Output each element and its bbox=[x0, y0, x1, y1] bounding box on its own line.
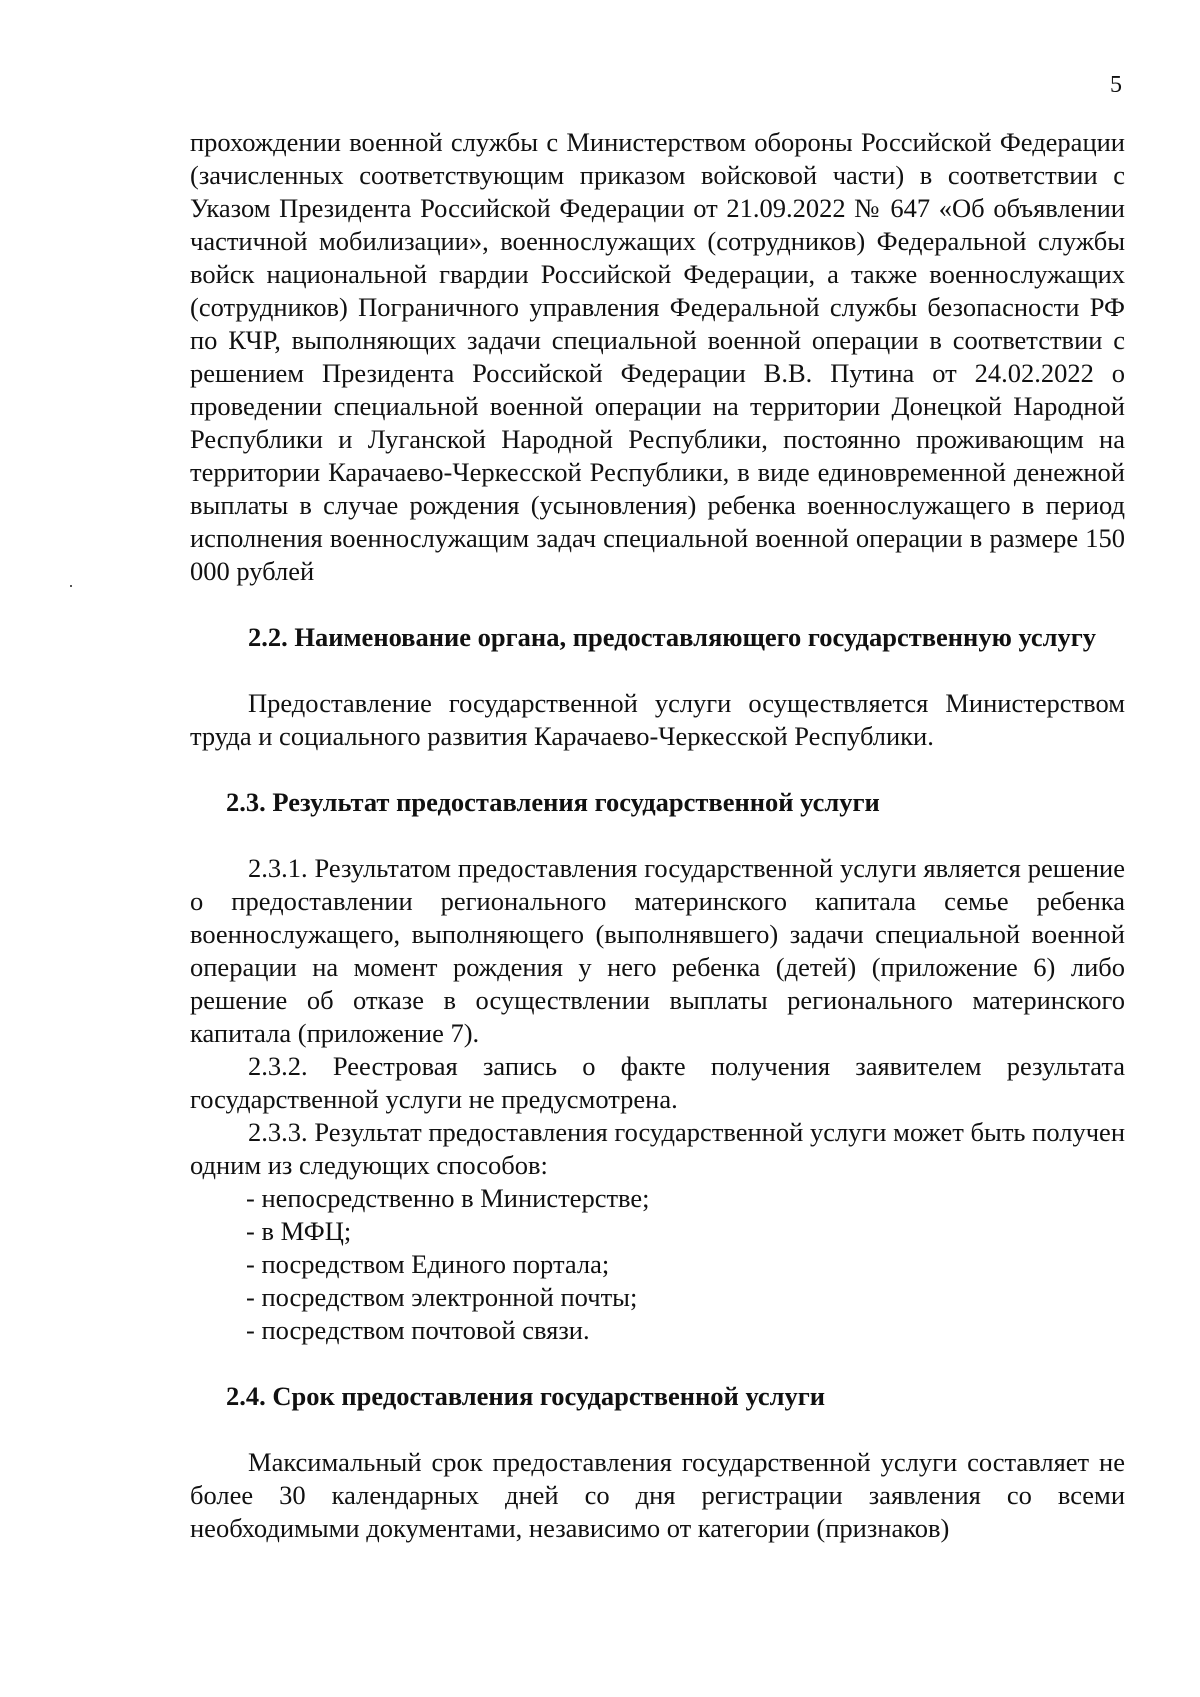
list-item: - посредством Единого портала; bbox=[246, 1249, 610, 1279]
spacer bbox=[190, 753, 1125, 786]
result-methods-list bbox=[190, 1182, 1125, 1347]
document-body bbox=[190, 126, 1125, 1545]
section-2-4-heading: 2.4. Срок предоставления государственной услуги bbox=[226, 1381, 826, 1411]
section-2-3-2-paragraph: 2.3.2. Реестровая запись о факте получения заявителем результата государственной услуги не предусмотрена. bbox=[190, 1051, 1125, 1114]
page-number: 5 bbox=[1110, 72, 1122, 98]
section-2-2-paragraph: Предоставление государственной услуги осуществляется Министерством труда и социального развития Карачаево-Черкесской Республики. bbox=[190, 688, 1125, 751]
list-item: - в МФЦ; bbox=[246, 1216, 352, 1246]
spacer bbox=[190, 654, 1125, 687]
intro-paragraph: прохождении военной службы с Министерством обороны Российской Федерации (зачисленных соответствующим приказом войсковой части) в соответствии с Указом Президента Российской Федерации от 21.09.2022 № 647 «Об объявлении частичной мобилизации», военнослужащих (сотрудников) Федеральной службы войск национальной гвардии Российской Федерации, а также военнослужащих (сотрудников) Пограничного управления Федеральной службы безопасности РФ по КЧР, выполняющих задачи специальной военной операции в соответствии с решением Президента Российской Федерации В.В. Путина от 24.02.2022 о проведении специальной военной операции на территории Донецкой Народной Республики и Луганской Народной Республики, постоянно проживающим на территории Карачаево-Черкесской Республики, в виде единовременной денежной выплаты в случае рождения (усыновления) ребенка военнослужащего в период исполнения военнослужащим задач специальной военной операции в размере 150 000 рублей bbox=[190, 127, 1125, 586]
list-item: - посредством электронной почты; bbox=[246, 1282, 638, 1312]
section-2-3-1-paragraph: 2.3.1. Результатом предоставления государственной услуги является решение о предоставлении регионального материнского капитала семье ребенка военнослужащего, выполняющего (выполнявшего) задачи специальной военной операции на момент рождения у него ребенка (детей) (приложение 6) либо решение об отказе в осуществлении выплаты регионального материнского капитала (приложение 7). bbox=[190, 853, 1125, 1048]
spacer bbox=[190, 1347, 1125, 1380]
list-item: - непосредственно в Министерстве; bbox=[246, 1183, 650, 1213]
spacer bbox=[190, 588, 1125, 621]
spacer bbox=[190, 819, 1125, 852]
section-2-4-paragraph: Максимальный срок предоставления государственной услуги составляет не более 30 календарных дней со дня регистрации заявления со всеми необходимыми документами, независимо от категории (признаков) bbox=[190, 1447, 1125, 1543]
scan-speck bbox=[70, 585, 72, 587]
list-item: - посредством почтовой связи. bbox=[246, 1315, 590, 1345]
spacer bbox=[190, 1413, 1125, 1446]
section-2-2-heading: 2.2. Наименование органа, предоставляющего государственную услугу bbox=[248, 622, 1097, 652]
section-2-3-3-paragraph: 2.3.3. Результат предоставления государственной услуги может быть получен одним из следующих способов: bbox=[190, 1117, 1125, 1180]
section-2-3-heading: 2.3. Результат предоставления государственной услуги bbox=[226, 787, 880, 817]
